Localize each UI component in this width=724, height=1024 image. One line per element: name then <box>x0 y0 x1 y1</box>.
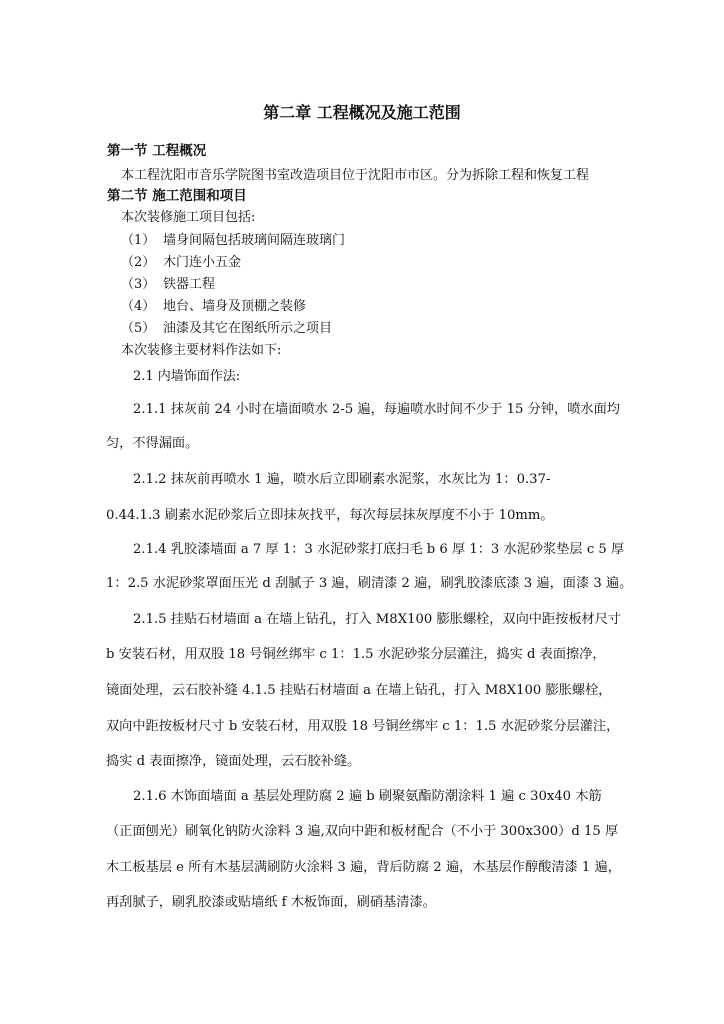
paragraph-line: 1：2.5 水泥砂浆罩面压光 d 刮腻子 3 遍，刷清漆 2 遍，刷乳胶漆底漆 3 遍，面漆 3 遍。 <box>106 576 633 591</box>
list-item-number: （1） <box>121 233 156 248</box>
scope-intro: 本次装修施工项目包括: <box>121 210 256 225</box>
list-item-text: 铁器工程 <box>163 277 216 292</box>
paragraph-line: 捣实 d 表面擦净，镜面处理，云石胶补缝。 <box>106 754 361 769</box>
section-heading-overview: 第一节 工程概况 <box>107 143 207 159</box>
chapter-title: 第二章 工程概况及施工范围 <box>263 103 461 122</box>
list-item <box>121 232 345 250</box>
list-item <box>121 276 215 294</box>
paragraph-line: 2.1.1 抹灰前 24 小时在墙面喷水 2-5 遍，每遍喷水时间不少于 15 分钟，喷水面均 <box>133 402 620 417</box>
paragraph-line: b 安装石材，用双股 18 号铜丝绑牢 c 1：1.5 水泥砂浆分层灌注，捣实 d 表面擦净， <box>106 647 606 662</box>
list-item-number: （3） <box>121 277 156 292</box>
list-item <box>121 320 332 338</box>
list-item-number: （5） <box>121 321 156 336</box>
list-item-text: 油漆及其它在图纸所示之项目 <box>163 321 333 336</box>
list-item-number: （4） <box>121 299 156 314</box>
paragraph-line: 2.1.4 乳胶漆墙面 a 7 厚 1：3 水泥砂浆打底扫毛 b 6 厚 1：3 水泥砂浆垫层 c 5 厚 <box>133 542 625 557</box>
paragraph-line: 再刮腻子，刷乳胶漆或贴墙纸 f 木板饰面，刷硝基清漆。 <box>106 895 436 910</box>
list-item-text: 木门连小五金 <box>163 255 242 270</box>
paragraph-line: 2.1.6 木饰面墙面 a 基层处理防腐 2 遍 b 刷聚氨酯防潮涂料 1 遍 c 30x40 木筋 <box>133 789 602 804</box>
paragraph-line: 0.44.1.3 刷素水泥砂浆后立即抹灰找平，每次每层抹灰厚度不小于 10mm。 <box>106 508 554 523</box>
list-item <box>121 254 241 272</box>
paragraph-line: 镜面处理，云石胶补缝 4.1.5 挂贴石材墙面 a 在墙上钻孔，打入 M8X100 膨胀螺栓， <box>106 683 612 698</box>
section-heading-scope: 第二节 施工范围和项目 <box>107 188 247 204</box>
paragraph-line: 双向中距按板材尺寸 b 安装石材，用双股 18 号铜丝绑牢 c 1：1.5 水泥砂浆分层灌注， <box>106 719 620 734</box>
sub-heading-2-1: 2.1 内墙饰面作法: <box>133 369 241 384</box>
list-item-text: 墙身间隔包括玻璃间隔连玻璃门 <box>163 233 346 248</box>
paragraph-line: 2.1.5 挂贴石材墙面 a 在墙上钻孔，打入 M8X100 膨胀螺栓，双向中距按板材尺寸 <box>133 612 622 627</box>
overview-paragraph: 本工程沈阳市音乐学院图书室改造项目位于沈阳市市区。分为拆除工程和恢复工程 <box>121 168 590 183</box>
list-item <box>121 298 306 316</box>
list-item-number: （2） <box>121 255 156 270</box>
list-item-text: 地台、墙身及顶棚之装修 <box>163 299 307 314</box>
paragraph-line: 匀，不得漏面。 <box>106 436 199 451</box>
paragraph-line: （正面刨光）刷氧化钠防火涂料 3 遍,双向中距和板材配合（不小于 300x300）d 15 厚 <box>106 824 619 839</box>
paragraph-line: 2.1.2 抹灰前再喷水 1 遍，喷水后立即刷素水泥浆，水灰比为 1：0.37- <box>133 472 551 487</box>
materials-intro: 本次装修主要材料作法如下: <box>121 343 282 358</box>
paragraph-line: 木工板基层 e 所有木基层满刷防火涂料 3 遍，背后防腐 2 遍，木基层作醇酸清漆 1 遍， <box>106 860 621 875</box>
